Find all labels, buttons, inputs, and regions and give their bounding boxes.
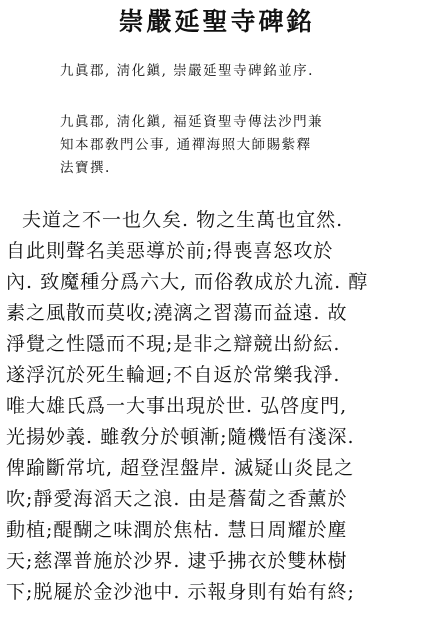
body-line: 遂浮沉於死生輪迴;不自返於常樂我淨.	[6, 364, 341, 386]
heading-line: 九眞郡, 淸化鎭, 崇嚴延聖寺碑銘並序.	[60, 63, 314, 79]
body-line: 內. 致魔種分爲六大, 而俗敎成於九流. 醇	[6, 271, 369, 293]
body-line: 吹;靜愛海滔天之浪. 由是薝蔔之香薰於	[6, 488, 348, 510]
body-line: 唯大雄氏爲一大事出現於世. 弘啓度門,	[6, 395, 348, 417]
body-line: 自此則聲名美惡導於前;得喪喜怒攻於	[6, 240, 334, 262]
body-line: 俾踰斷常坑, 超登涅盤岸. 滅疑山炎昆之	[6, 457, 355, 479]
body-line: 淨覺之性隱而不現;是非之辯競出紛紜.	[6, 333, 341, 355]
document-title: 崇嚴延聖寺碑銘	[118, 7, 315, 36]
body-line: 動植;醍醐之味潤於焦枯. 慧日周耀於塵	[6, 519, 348, 541]
body-line: 天;慈澤普施於沙界. 逮乎拂衣於雙林樹	[6, 550, 348, 572]
body-line: 光揚妙義. 雖敎分於頓漸;隨機悟有淺深.	[6, 426, 355, 448]
body-line: 夫道之不一也久矣. 物之生萬也宜然.	[22, 209, 344, 231]
author-line: 知本郡敎門公事, 通禪海照大師賜紫釋	[60, 137, 312, 153]
author-line: 法寶撰.	[60, 160, 111, 176]
body-line: 下;脱屣於金沙池中. 示報身則有始有終;	[6, 581, 355, 603]
author-block	[60, 111, 323, 180]
body-line: 素之風散而莫收;澆漓之習蕩而益遠. 故	[6, 302, 348, 324]
author-line: 九眞郡, 淸化鎭, 福延資聖寺傳法沙門兼	[60, 114, 324, 130]
body-text	[6, 205, 430, 608]
